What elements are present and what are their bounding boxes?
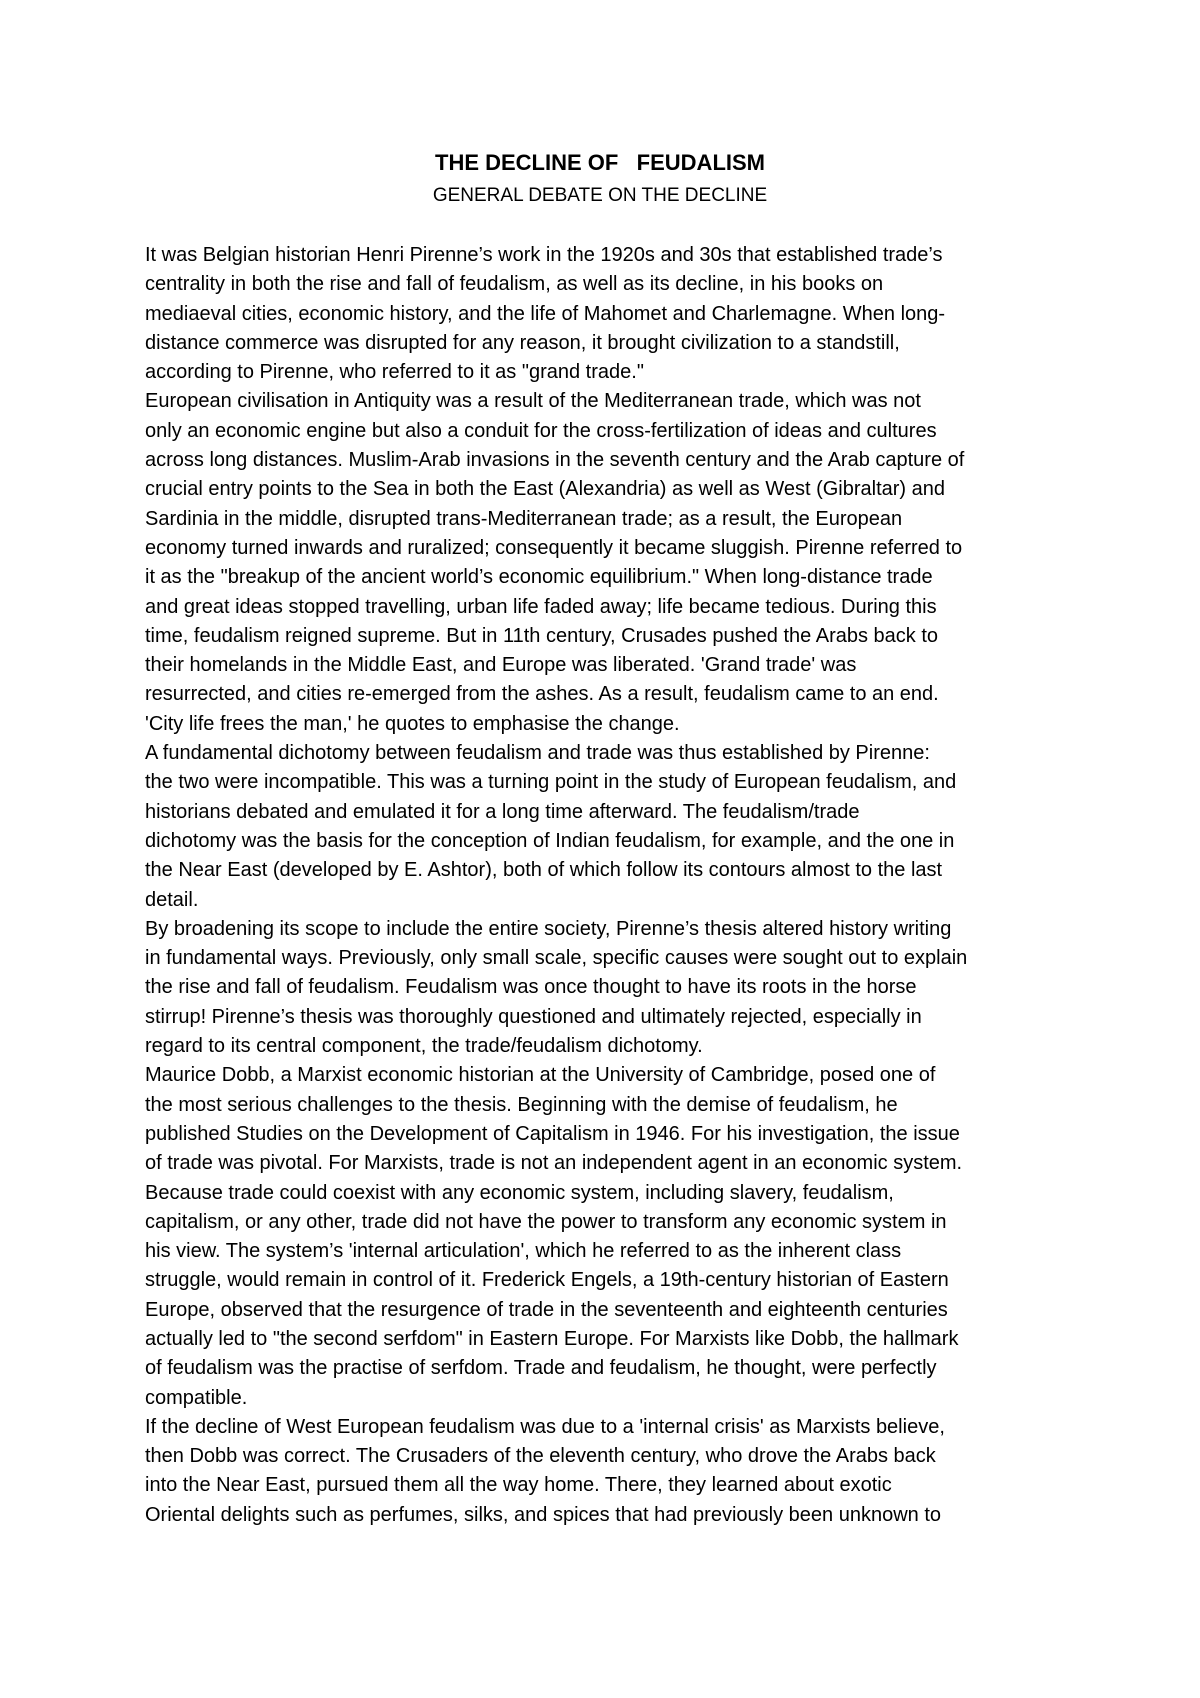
body-line: then Dobb was correct. The Crusaders of the eleventh century, who drove the Arabs back [145, 1445, 936, 1468]
body-line: mediaeval cities, economic history, and the life of Mahomet and Charlemagne. When long- [145, 302, 946, 325]
document-title: THE DECLINE OF FEUDALISM [435, 150, 765, 175]
body-line: Europe, observed that the resurgence of trade in the seventeenth and eighteenth centuries [145, 1298, 948, 1321]
body-line: dichotomy was the basis for the conception of Indian feudalism, for example, and the one in [145, 829, 955, 852]
body-line: actually led to "the second serfdom" in Eastern Europe. For Marxists like Dobb, the hallmark [145, 1327, 959, 1350]
body-line: Sardinia in the middle, disrupted trans-Mediterranean trade; as a result, the European [145, 507, 903, 530]
body-line: in fundamental ways. Previously, only small scale, specific causes were sought out to explain [145, 947, 968, 970]
body-line: 'City life frees the man,' he quotes to emphasise the change. [145, 712, 680, 735]
body-line: If the decline of West European feudalism was due to a 'internal crisis' as Marxists believe, [145, 1415, 945, 1438]
body-line: across long distances. Muslim-Arab invasions in the seventh century and the Arab capture of [145, 449, 965, 472]
body-line: regard to its central component, the trade/feudalism dichotomy. [145, 1035, 703, 1058]
body-line: of trade was pivotal. For Marxists, trade is not an independent agent in an economic system. [145, 1152, 963, 1175]
body-line: detail. [145, 888, 199, 911]
body-line: Because trade could coexist with any economic system, including slavery, feudalism, [145, 1181, 894, 1204]
body-line: resurrected, and cities re-emerged from the ashes. As a result, feudalism came to an end. [145, 683, 939, 706]
body-line: into the Near East, pursued them all the way home. There, they learned about exotic [145, 1474, 892, 1497]
body-line: time, feudalism reigned supreme. But in 11th century, Crusades pushed the Arabs back to [145, 624, 939, 647]
body-line: European civilisation in Antiquity was a result of the Mediterranean trade, which was not [145, 390, 921, 413]
document-subtitle: GENERAL DEBATE ON THE DECLINE [432, 185, 768, 206]
body-line: compatible. [145, 1386, 248, 1409]
body-line: By broadening its scope to include the entire society, Pirenne’s thesis altered history writing [145, 917, 952, 940]
body-line: their homelands in the Middle East, and Europe was liberated. 'Grand trade' was [145, 654, 857, 677]
body-line: centrality in both the rise and fall of feudalism, as well as its decline, in his books on [145, 273, 884, 296]
body-line: the rise and fall of feudalism. Feudalism was once thought to have its roots in the horse [145, 976, 917, 999]
body-line: only an economic engine but also a conduit for the cross-fertilization of ideas and cultures [145, 419, 937, 442]
body-line: economy turned inwards and ruralized; consequently it became sluggish. Pirenne referred to [145, 536, 963, 559]
body-line: of feudalism was the practise of serfdom. Trade and feudalism, he thought, were perfectly [145, 1357, 937, 1380]
body-line: the most serious challenges to the thesis. Beginning with the demise of feudalism, he [145, 1093, 898, 1116]
body-line: stirrup! Pirenne’s thesis was thoroughly questioned and ultimately rejected, especially in [145, 1005, 922, 1028]
body-line: distance commerce was disrupted for any reason, it brought civilization to a standstill, [145, 331, 900, 354]
body-line: published Studies on the Development of Capitalism in 1946. For his investigation, the issue [145, 1122, 960, 1145]
body-line: according to Pirenne, who referred to it as "grand trade." [145, 361, 644, 384]
body-line: his view. The system’s 'internal articulation', which he referred to as the inherent class [145, 1240, 902, 1263]
body-line: and great ideas stopped travelling, urban life faded away; life became tedious. During this [145, 595, 937, 618]
body-line: It was Belgian historian Henri Pirenne’s work in the 1920s and 30s that established trade’s [145, 244, 943, 266]
body-line: Maurice Dobb, a Marxist economic historian at the University of Cambridge, posed one of [145, 1064, 936, 1087]
body-line: capitalism, or any other, trade did not have the power to transform any economic system in [145, 1210, 947, 1233]
body-line: it as the "breakup of the ancient world’s economic equilibrium." When long-distance trade [145, 566, 933, 589]
body-line: historians debated and emulated it for a long time afterward. The feudalism/trade [145, 800, 860, 823]
body-line: struggle, would remain in control of it. Frederick Engels, a 19th-century historian of Eastern [145, 1269, 949, 1292]
body-line: A fundamental dichotomy between feudalism and trade was thus established by Pirenne: [145, 742, 930, 765]
body-line: Oriental delights such as perfumes, silks, and spices that had previously been unknown to [145, 1503, 941, 1526]
document-body [145, 241, 1075, 1530]
body-line: crucial entry points to the Sea in both the East (Alexandria) as well as West (Gibraltar) and [145, 478, 946, 501]
body-line: the two were incompatible. This was a turning point in the study of European feudalism, and [145, 771, 957, 794]
body-line: the Near East (developed by E. Ashtor), both of which follow its contours almost to the last [145, 859, 943, 882]
